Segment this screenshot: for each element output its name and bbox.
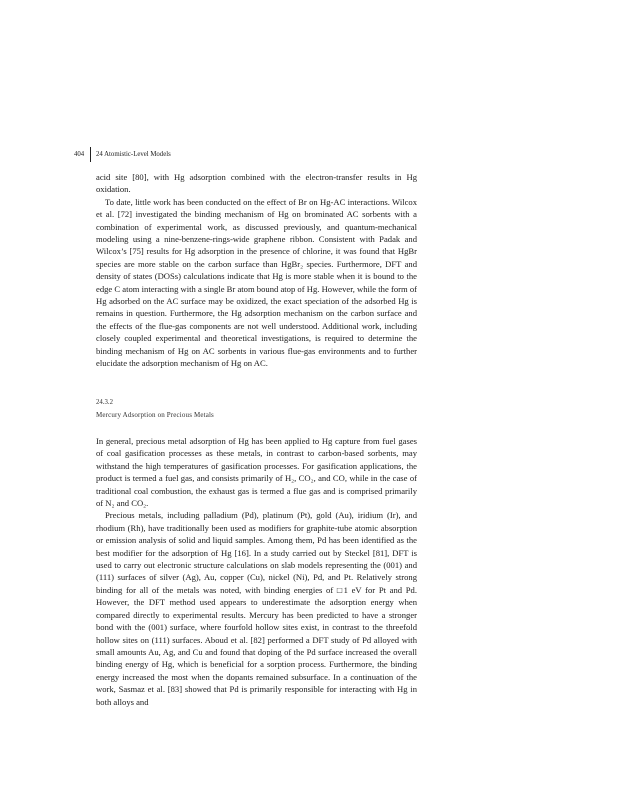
body-text-top bbox=[96, 171, 417, 370]
paragraph-intro: acid site [80], with Hg adsorption combined with the electron-transfer results in Hg oxidation. bbox=[96, 172, 417, 195]
paragraph-precious-metals-2: Precious metals, including palladium (Pd), platinum (Pt), gold (Au), iridium (Ir), and rhodium (Rh), have traditionally been used as modifiers for graphite-tube atomic absorption or emission analysis of solid and liquid samples. Among them, Pd has been identified as the best modifier for the adsorption of Hg [16]. In a study carried out by Steckel [81], DFT is used to carry out electronic structure calculations on slab models representing the (001) and (111) surfaces of silver (Ag), Au, copper (Cu), nickel (Ni), Pd, and Pt. Relatively strong binding for all of the metals was noted, with binding energies of □1 eV for Pt and Pd. However, the DFT method used appears to underestimate the adsorption energy when compared directly to experimental results. Mercury has been predicted to have a stronger bond with the (001) surface, where fourfold hollow sites exist, in contrast to the threefold hollow sites on (111) surfaces. Aboud et al. [82] performed a DFT study of Pd alloyed with small amounts Au, Ag, and Cu and found that doping of the Pd surface increased the overall binding energy of Hg, which is beneficial for a sorption process. Furthermore, the binding energy increased the most when the dopants remained subsurface. In a continuation of the work, Sasmaz et al. [83] showed that Pd is primarily responsible for interacting with Hg in both alloys and bbox=[96, 510, 417, 707]
paragraph-bromine: To date, little work has been conducted on the effect of Br on Hg-AC interactions. Wilcox et al. [72] investigated the binding mechanism of Hg on brominated AC sorbents with a combination of experimental work, as discussed previously, and quantum-mechanical modeling using a nine-benzene-rings-wide graphene ribbon. Consistent with Padak and Wilcox’s [75] results for Hg adsorption in the presence of chlorine, it was found that HgBr species are more stable on the carbon surface than HgBr₂ species. Furthermore, DFT and density of states (DOSs) calculations indicate that Hg is more stable when it is bound to the edge C atom interacting with a single Br atom bound atop of Hg. However, while the form of Hg adsorbed on the AC surface may be oxidized, the exact speciation of the adsorbed Hg is remains in question. Furthermore, the Hg adsorption mechanism on the carbon surface and the effects of the flue-gas components are not well understood. Additional work, including closely coupled experimental and theoretical investigations, is required to determine the binding mechanism of Hg on AC sorbents in various flue-gas environments and to further elucidate the adsorption mechanism of Hg on AC. bbox=[96, 196, 417, 369]
header-divider bbox=[90, 147, 91, 162]
section-number: 24.3.2 bbox=[96, 399, 113, 406]
chapter-title: 24 Atomistic-Level Models bbox=[96, 151, 171, 158]
body-text-bottom bbox=[96, 435, 417, 708]
paragraph-precious-metals-1: In general, precious metal adsorption of Hg has been applied to Hg capture from fuel gases of coal gasification processes as these metals, in contrast to carbon-based sorbents, may withstand the high temperatures of gasification processes. For gasification applications, the product is termed a fuel gas, and consists primarily of H₂, CO₂, and CO, while in the case of traditional coal combustion, the exhaust gas is termed a flue gas and is comprised primarily of N₂ and CO₂. bbox=[96, 436, 417, 509]
section-title: Mercury Adsorption on Precious Metals bbox=[96, 411, 214, 419]
page-number: 404 bbox=[74, 151, 85, 158]
